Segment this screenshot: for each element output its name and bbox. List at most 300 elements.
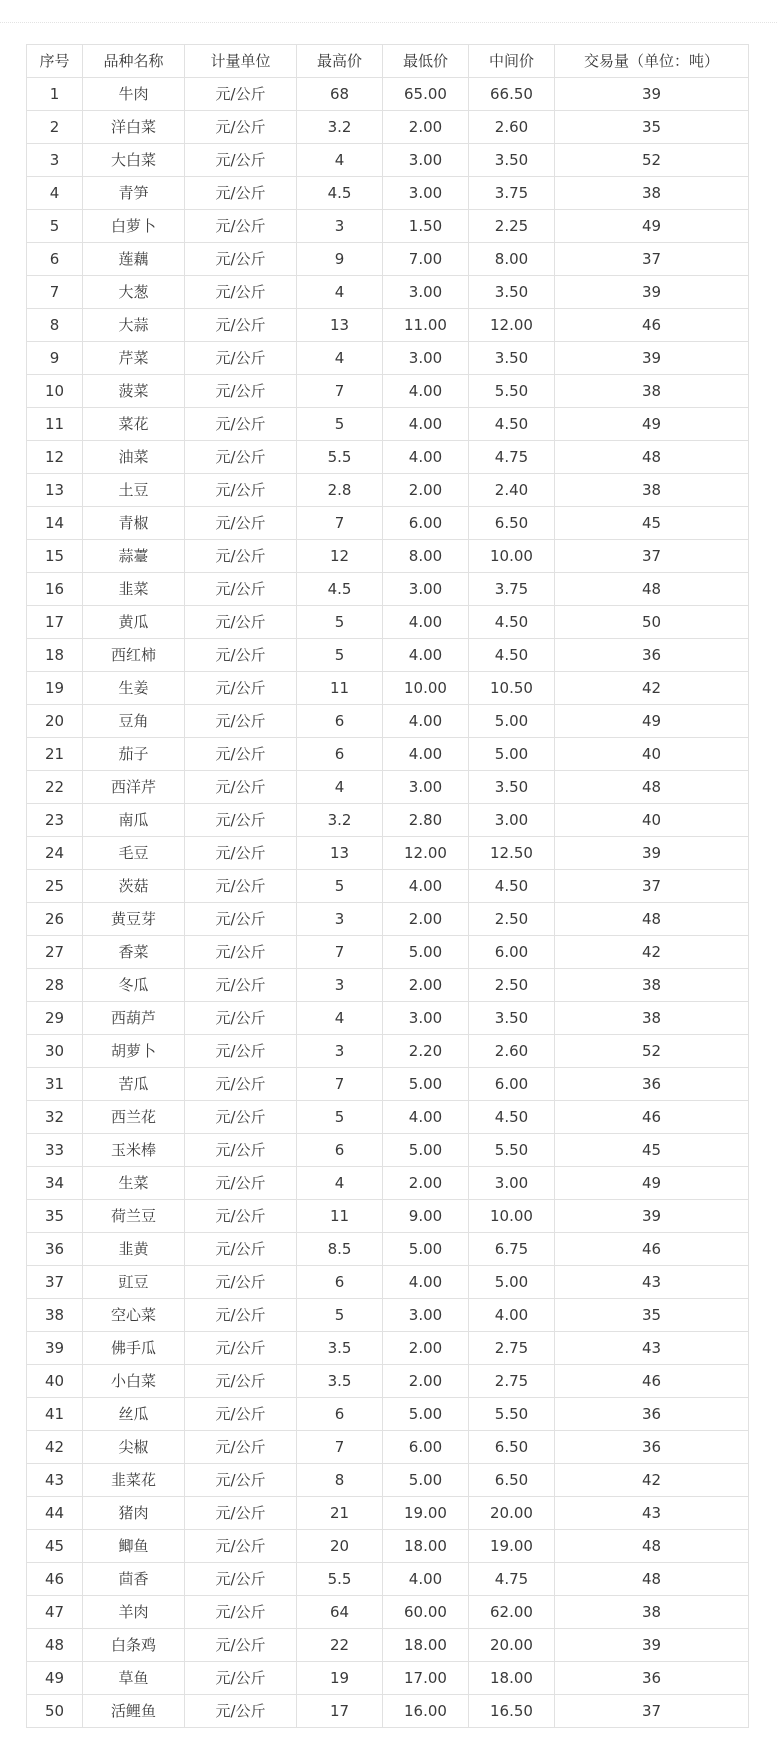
table-row	[27, 606, 749, 639]
cell-min-price: 7.00	[383, 243, 469, 276]
table-row	[27, 738, 749, 771]
cell-max-price: 8.5	[297, 1233, 383, 1266]
cell-volume: 36	[555, 1068, 749, 1101]
cell-max-price: 68	[297, 78, 383, 111]
table-row	[27, 1299, 749, 1332]
table-row	[27, 342, 749, 375]
cell-max-price: 7	[297, 936, 383, 969]
cell-unit: 元/公斤	[185, 573, 297, 606]
cell-unit: 元/公斤	[185, 606, 297, 639]
cell-min-price: 6.00	[383, 1431, 469, 1464]
cell-variety: 尖椒	[83, 1431, 185, 1464]
cell-variety: 活鲤鱼	[83, 1695, 185, 1728]
cell-mid-price: 3.00	[469, 1167, 555, 1200]
cell-variety: 佛手瓜	[83, 1332, 185, 1365]
cell-mid-price: 6.50	[469, 507, 555, 540]
table-body	[27, 78, 749, 1728]
cell-min-price: 5.00	[383, 1068, 469, 1101]
cell-min-price: 2.00	[383, 969, 469, 1002]
cell-min-price: 5.00	[383, 1398, 469, 1431]
cell-volume: 36	[555, 1398, 749, 1431]
cell-max-price: 17	[297, 1695, 383, 1728]
table-row	[27, 1497, 749, 1530]
cell-volume: 48	[555, 573, 749, 606]
cell-max-price: 13	[297, 309, 383, 342]
cell-unit: 元/公斤	[185, 78, 297, 111]
cell-volume: 36	[555, 1431, 749, 1464]
cell-variety: 小白菜	[83, 1365, 185, 1398]
cell-mid-price: 2.75	[469, 1332, 555, 1365]
cell-max-price: 3.2	[297, 804, 383, 837]
cell-max-price: 6	[297, 705, 383, 738]
cell-max-price: 3	[297, 1035, 383, 1068]
cell-unit: 元/公斤	[185, 474, 297, 507]
cell-unit: 元/公斤	[185, 1596, 297, 1629]
cell-max-price: 6	[297, 1266, 383, 1299]
cell-min-price: 4.00	[383, 639, 469, 672]
cell-index: 48	[27, 1629, 83, 1662]
table-row	[27, 1002, 749, 1035]
cell-index: 8	[27, 309, 83, 342]
table-row	[27, 771, 749, 804]
cell-index: 42	[27, 1431, 83, 1464]
cell-max-price: 12	[297, 540, 383, 573]
table-row	[27, 1596, 749, 1629]
table-row	[27, 1530, 749, 1563]
cell-unit: 元/公斤	[185, 408, 297, 441]
cell-mid-price: 6.00	[469, 936, 555, 969]
cell-volume: 38	[555, 1596, 749, 1629]
cell-mid-price: 16.50	[469, 1695, 555, 1728]
cell-variety: 南瓜	[83, 804, 185, 837]
cell-max-price: 21	[297, 1497, 383, 1530]
cell-min-price: 10.00	[383, 672, 469, 705]
cell-min-price: 18.00	[383, 1629, 469, 1662]
cell-min-price: 65.00	[383, 78, 469, 111]
header-mid-price: 中间价	[469, 45, 555, 78]
cell-max-price: 3	[297, 210, 383, 243]
cell-max-price: 3.5	[297, 1365, 383, 1398]
cell-min-price: 4.00	[383, 1266, 469, 1299]
cell-max-price: 3	[297, 903, 383, 936]
cell-index: 19	[27, 672, 83, 705]
cell-min-price: 3.00	[383, 144, 469, 177]
cell-unit: 元/公斤	[185, 738, 297, 771]
cell-variety: 香菜	[83, 936, 185, 969]
cell-max-price: 4	[297, 1002, 383, 1035]
cell-volume: 43	[555, 1332, 749, 1365]
cell-mid-price: 3.50	[469, 771, 555, 804]
cell-max-price: 6	[297, 1398, 383, 1431]
cell-min-price: 5.00	[383, 1233, 469, 1266]
cell-index: 22	[27, 771, 83, 804]
cell-min-price: 3.00	[383, 177, 469, 210]
cell-variety: 韭菜花	[83, 1464, 185, 1497]
table-row	[27, 540, 749, 573]
cell-max-price: 22	[297, 1629, 383, 1662]
cell-index: 36	[27, 1233, 83, 1266]
table-row	[27, 1629, 749, 1662]
cell-variety: 草鱼	[83, 1662, 185, 1695]
cell-min-price: 17.00	[383, 1662, 469, 1695]
cell-unit: 元/公斤	[185, 1134, 297, 1167]
cell-min-price: 18.00	[383, 1530, 469, 1563]
cell-index: 9	[27, 342, 83, 375]
cell-unit: 元/公斤	[185, 507, 297, 540]
header-min-price: 最低价	[383, 45, 469, 78]
table-row	[27, 1464, 749, 1497]
cell-index: 24	[27, 837, 83, 870]
cell-mid-price: 5.50	[469, 1398, 555, 1431]
cell-variety: 胡萝卜	[83, 1035, 185, 1068]
cell-min-price: 2.80	[383, 804, 469, 837]
cell-max-price: 7	[297, 1068, 383, 1101]
cell-index: 41	[27, 1398, 83, 1431]
cell-unit: 元/公斤	[185, 1167, 297, 1200]
cell-unit: 元/公斤	[185, 1035, 297, 1068]
table-row	[27, 375, 749, 408]
cell-index: 38	[27, 1299, 83, 1332]
cell-index: 17	[27, 606, 83, 639]
cell-variety: 大白菜	[83, 144, 185, 177]
cell-volume: 46	[555, 1101, 749, 1134]
header-variety: 品种名称	[83, 45, 185, 78]
cell-unit: 元/公斤	[185, 870, 297, 903]
cell-index: 26	[27, 903, 83, 936]
cell-variety: 毛豆	[83, 837, 185, 870]
cell-mid-price: 6.50	[469, 1431, 555, 1464]
cell-mid-price: 5.00	[469, 1266, 555, 1299]
cell-volume: 49	[555, 705, 749, 738]
cell-variety: 空心菜	[83, 1299, 185, 1332]
cell-mid-price: 2.75	[469, 1365, 555, 1398]
cell-volume: 37	[555, 1695, 749, 1728]
cell-mid-price: 4.50	[469, 870, 555, 903]
cell-min-price: 16.00	[383, 1695, 469, 1728]
cell-variety: 莲藕	[83, 243, 185, 276]
cell-mid-price: 62.00	[469, 1596, 555, 1629]
cell-min-price: 2.00	[383, 1365, 469, 1398]
cell-variety: 菜花	[83, 408, 185, 441]
cell-index: 7	[27, 276, 83, 309]
cell-index: 11	[27, 408, 83, 441]
cell-max-price: 2.8	[297, 474, 383, 507]
cell-min-price: 3.00	[383, 573, 469, 606]
cell-max-price: 4.5	[297, 573, 383, 606]
cell-variety: 豇豆	[83, 1266, 185, 1299]
cell-min-price: 5.00	[383, 1464, 469, 1497]
table-row	[27, 1431, 749, 1464]
table-row	[27, 1233, 749, 1266]
cell-mid-price: 66.50	[469, 78, 555, 111]
cell-index: 50	[27, 1695, 83, 1728]
cell-max-price: 4	[297, 771, 383, 804]
price-table	[26, 44, 749, 1728]
cell-unit: 元/公斤	[185, 1431, 297, 1464]
cell-unit: 元/公斤	[185, 1233, 297, 1266]
cell-mid-price: 8.00	[469, 243, 555, 276]
cell-volume: 40	[555, 738, 749, 771]
cell-unit: 元/公斤	[185, 540, 297, 573]
table-row	[27, 1200, 749, 1233]
cell-unit: 元/公斤	[185, 969, 297, 1002]
table-row	[27, 1167, 749, 1200]
cell-volume: 48	[555, 1563, 749, 1596]
cell-min-price: 3.00	[383, 1002, 469, 1035]
cell-variety: 大葱	[83, 276, 185, 309]
table-row	[27, 111, 749, 144]
cell-max-price: 6	[297, 1134, 383, 1167]
cell-index: 43	[27, 1464, 83, 1497]
cell-unit: 元/公斤	[185, 375, 297, 408]
cell-mid-price: 20.00	[469, 1629, 555, 1662]
cell-variety: 大蒜	[83, 309, 185, 342]
cell-index: 15	[27, 540, 83, 573]
cell-volume: 43	[555, 1266, 749, 1299]
cell-index: 21	[27, 738, 83, 771]
table-row	[27, 1266, 749, 1299]
table-row	[27, 903, 749, 936]
cell-min-price: 4.00	[383, 705, 469, 738]
table-row	[27, 1662, 749, 1695]
cell-index: 46	[27, 1563, 83, 1596]
cell-volume: 39	[555, 1200, 749, 1233]
cell-volume: 50	[555, 606, 749, 639]
cell-unit: 元/公斤	[185, 1365, 297, 1398]
table-row	[27, 639, 749, 672]
cell-index: 30	[27, 1035, 83, 1068]
cell-variety: 荷兰豆	[83, 1200, 185, 1233]
cell-min-price: 60.00	[383, 1596, 469, 1629]
cell-min-price: 3.00	[383, 771, 469, 804]
cell-mid-price: 4.50	[469, 639, 555, 672]
cell-min-price: 5.00	[383, 1134, 469, 1167]
cell-max-price: 7	[297, 1431, 383, 1464]
cell-volume: 35	[555, 1299, 749, 1332]
cell-variety: 黄豆芽	[83, 903, 185, 936]
cell-variety: 西兰花	[83, 1101, 185, 1134]
cell-volume: 36	[555, 1662, 749, 1695]
cell-max-price: 64	[297, 1596, 383, 1629]
price-table-container	[26, 44, 748, 1728]
cell-variety: 土豆	[83, 474, 185, 507]
cell-variety: 白条鸡	[83, 1629, 185, 1662]
table-row	[27, 78, 749, 111]
cell-min-price: 4.00	[383, 441, 469, 474]
cell-volume: 36	[555, 639, 749, 672]
cell-unit: 元/公斤	[185, 1101, 297, 1134]
cell-index: 32	[27, 1101, 83, 1134]
cell-min-price: 4.00	[383, 606, 469, 639]
table-row	[27, 936, 749, 969]
cell-unit: 元/公斤	[185, 804, 297, 837]
cell-index: 49	[27, 1662, 83, 1695]
cell-min-price: 11.00	[383, 309, 469, 342]
table-row	[27, 1332, 749, 1365]
cell-min-price: 4.00	[383, 1101, 469, 1134]
cell-volume: 38	[555, 1002, 749, 1035]
cell-variety: 西红柿	[83, 639, 185, 672]
cell-unit: 元/公斤	[185, 276, 297, 309]
cell-volume: 49	[555, 1167, 749, 1200]
cell-mid-price: 12.00	[469, 309, 555, 342]
cell-variety: 青椒	[83, 507, 185, 540]
cell-mid-price: 3.50	[469, 276, 555, 309]
table-row	[27, 243, 749, 276]
header-max-price: 最高价	[297, 45, 383, 78]
cell-unit: 元/公斤	[185, 1497, 297, 1530]
cell-min-price: 3.00	[383, 342, 469, 375]
table-row	[27, 1398, 749, 1431]
header-volume: 交易量（单位：吨）	[555, 45, 749, 78]
table-row	[27, 1134, 749, 1167]
cell-max-price: 7	[297, 375, 383, 408]
table-row	[27, 870, 749, 903]
cell-unit: 元/公斤	[185, 1398, 297, 1431]
cell-variety: 韭菜	[83, 573, 185, 606]
cell-variety: 洋白菜	[83, 111, 185, 144]
cell-min-price: 12.00	[383, 837, 469, 870]
cell-mid-price: 3.75	[469, 177, 555, 210]
cell-max-price: 8	[297, 1464, 383, 1497]
cell-index: 14	[27, 507, 83, 540]
cell-variety: 青笋	[83, 177, 185, 210]
cell-max-price: 7	[297, 507, 383, 540]
table-row	[27, 1068, 749, 1101]
cell-mid-price: 6.00	[469, 1068, 555, 1101]
table-row	[27, 210, 749, 243]
table-row	[27, 705, 749, 738]
cell-variety: 菠菜	[83, 375, 185, 408]
cell-variety: 蒜薹	[83, 540, 185, 573]
cell-mid-price: 2.60	[469, 111, 555, 144]
cell-variety: 西洋芹	[83, 771, 185, 804]
cell-max-price: 5	[297, 1299, 383, 1332]
table-row	[27, 1101, 749, 1134]
cell-variety: 牛肉	[83, 78, 185, 111]
cell-unit: 元/公斤	[185, 705, 297, 738]
cell-variety: 冬瓜	[83, 969, 185, 1002]
cell-volume: 52	[555, 144, 749, 177]
cell-max-price: 4.5	[297, 177, 383, 210]
cell-max-price: 5	[297, 606, 383, 639]
cell-min-price: 2.00	[383, 903, 469, 936]
cell-max-price: 3.2	[297, 111, 383, 144]
cell-index: 13	[27, 474, 83, 507]
cell-mid-price: 4.50	[469, 1101, 555, 1134]
cell-unit: 元/公斤	[185, 1629, 297, 1662]
cell-max-price: 3	[297, 969, 383, 1002]
cell-mid-price: 4.50	[469, 408, 555, 441]
cell-min-price: 2.00	[383, 1167, 469, 1200]
cell-volume: 38	[555, 474, 749, 507]
cell-volume: 39	[555, 837, 749, 870]
cell-mid-price: 3.75	[469, 573, 555, 606]
cell-index: 45	[27, 1530, 83, 1563]
cell-index: 1	[27, 78, 83, 111]
cell-index: 20	[27, 705, 83, 738]
cell-index: 28	[27, 969, 83, 1002]
cell-index: 35	[27, 1200, 83, 1233]
cell-mid-price: 5.00	[469, 738, 555, 771]
cell-index: 3	[27, 144, 83, 177]
cell-index: 37	[27, 1266, 83, 1299]
cell-mid-price: 2.60	[469, 1035, 555, 1068]
cell-unit: 元/公斤	[185, 1464, 297, 1497]
cell-unit: 元/公斤	[185, 1266, 297, 1299]
cell-unit: 元/公斤	[185, 639, 297, 672]
cell-volume: 42	[555, 672, 749, 705]
table-row	[27, 507, 749, 540]
cell-min-price: 3.00	[383, 276, 469, 309]
cell-max-price: 4	[297, 276, 383, 309]
cell-unit: 元/公斤	[185, 1299, 297, 1332]
cell-volume: 49	[555, 210, 749, 243]
cell-index: 29	[27, 1002, 83, 1035]
cell-mid-price: 2.50	[469, 969, 555, 1002]
cell-variety: 玉米棒	[83, 1134, 185, 1167]
cell-volume: 37	[555, 243, 749, 276]
cell-mid-price: 6.75	[469, 1233, 555, 1266]
cell-variety: 豆角	[83, 705, 185, 738]
cell-mid-price: 4.50	[469, 606, 555, 639]
cell-volume: 37	[555, 870, 749, 903]
cell-max-price: 5	[297, 639, 383, 672]
cell-max-price: 20	[297, 1530, 383, 1563]
cell-mid-price: 20.00	[469, 1497, 555, 1530]
cell-index: 5	[27, 210, 83, 243]
table-row	[27, 309, 749, 342]
table-row	[27, 837, 749, 870]
cell-index: 34	[27, 1167, 83, 1200]
cell-unit: 元/公斤	[185, 144, 297, 177]
cell-unit: 元/公斤	[185, 1332, 297, 1365]
cell-index: 23	[27, 804, 83, 837]
cell-unit: 元/公斤	[185, 1695, 297, 1728]
cell-index: 12	[27, 441, 83, 474]
cell-unit: 元/公斤	[185, 837, 297, 870]
cell-max-price: 11	[297, 1200, 383, 1233]
cell-index: 10	[27, 375, 83, 408]
cell-index: 44	[27, 1497, 83, 1530]
cell-min-price: 2.00	[383, 474, 469, 507]
cell-mid-price: 4.00	[469, 1299, 555, 1332]
cell-variety: 芹菜	[83, 342, 185, 375]
cell-min-price: 9.00	[383, 1200, 469, 1233]
cell-unit: 元/公斤	[185, 672, 297, 705]
cell-mid-price: 12.50	[469, 837, 555, 870]
cell-min-price: 4.00	[383, 1563, 469, 1596]
cell-max-price: 4	[297, 342, 383, 375]
cell-volume: 45	[555, 1134, 749, 1167]
cell-unit: 元/公斤	[185, 441, 297, 474]
cell-mid-price: 4.75	[469, 441, 555, 474]
cell-mid-price: 3.50	[469, 1002, 555, 1035]
cell-index: 2	[27, 111, 83, 144]
cell-index: 18	[27, 639, 83, 672]
cell-volume: 38	[555, 375, 749, 408]
table-row	[27, 1365, 749, 1398]
header-index: 序号	[27, 45, 83, 78]
cell-index: 31	[27, 1068, 83, 1101]
cell-unit: 元/公斤	[185, 903, 297, 936]
cell-mid-price: 10.00	[469, 540, 555, 573]
cell-unit: 元/公斤	[185, 1200, 297, 1233]
cell-volume: 37	[555, 540, 749, 573]
cell-variety: 羊肉	[83, 1596, 185, 1629]
cell-unit: 元/公斤	[185, 309, 297, 342]
cell-min-price: 5.00	[383, 936, 469, 969]
